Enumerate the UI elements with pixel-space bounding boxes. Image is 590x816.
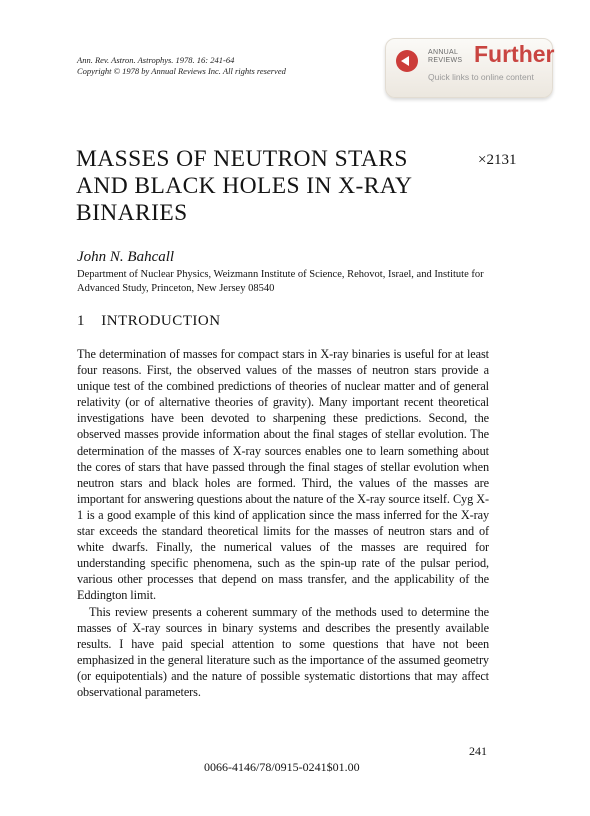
annual-reviews-further-banner[interactable] (385, 38, 553, 98)
further-tagline: Quick links to online content (428, 72, 534, 82)
citation-line-1: Ann. Rev. Astron. Astrophys. 1978. 16: 241-64 (77, 55, 235, 65)
further-label: Further (474, 41, 555, 67)
paragraph: The determination of masses for compact stars in X-ray binaries is useful for at least four reasons. First, the observed values of the masses of neutron stars provide a unique test of the combined predictions of theories of nuclear matter and of general relativity (or of alternative theories of gravity). Many important recent theoretical investigations have been devoted to sharpening these predictions. Second, the observed masses provide information about the final stages of stellar evolution. The determination of the masses of X-ray sources enables one to learn something about the cores of stars that have passed through the final stages of stellar evolution when neutron stars and black holes are formed. Third, the values of the masses are important for answering questions about the nature of the X-ray source itself. Cyg X-1 is a good example of this kind of application since the mass inferred for the X-ray star exceeds the standard theoretical limits for the masses of neutron stars and of white dwarfs. Finally, the numerical values of the masses are required for understanding specific phenomena, such as the spin-up rate of the pulsar period, various other processes that depend on mass transfer, and the applicability of the Eddington limit. (77, 347, 489, 603)
article-title: MASSES OF NEUTRON STARS AND BLACK HOLES IN X-RAY BINARIES (76, 146, 412, 226)
play-arrow-icon (396, 50, 418, 72)
author-name: John N. Bahcall (77, 249, 175, 265)
section-title: INTRODUCTION (101, 313, 221, 329)
body-text (77, 346, 489, 700)
reviews-label: REVIEWS (428, 57, 463, 64)
section-number: 1 (77, 313, 85, 329)
article-id: ×2131 (478, 152, 517, 168)
annual-reviews-wordmark (428, 49, 462, 65)
page-number: 241 (469, 744, 487, 758)
paragraph: This review presents a coherent summary of the methods used to determine the masses of X-ray sources in binary systems and describes the presently available results. I have paid special attention to some questions that have not been emphasized in the general literature such as the importance of the assumed geometry (or equipotentials) and the nature of possible systematic distortions that may affect observational parameters. (77, 604, 489, 699)
citation-line-2: Copyright © 1978 by Annual Reviews Inc. All rights reserved (77, 66, 286, 76)
journal-citation (77, 55, 286, 77)
author-affiliation: Department of Nuclear Physics, Weizmann Institute of Science, Rehovot, Israel, and Institute for Advanced Study, Princeton, New Jersey 08540 (77, 269, 484, 294)
price-code: 0066-4146/78/0915-0241$01.00 (204, 760, 360, 774)
section-heading (77, 313, 221, 330)
annual-label: ANNUAL (428, 49, 459, 56)
